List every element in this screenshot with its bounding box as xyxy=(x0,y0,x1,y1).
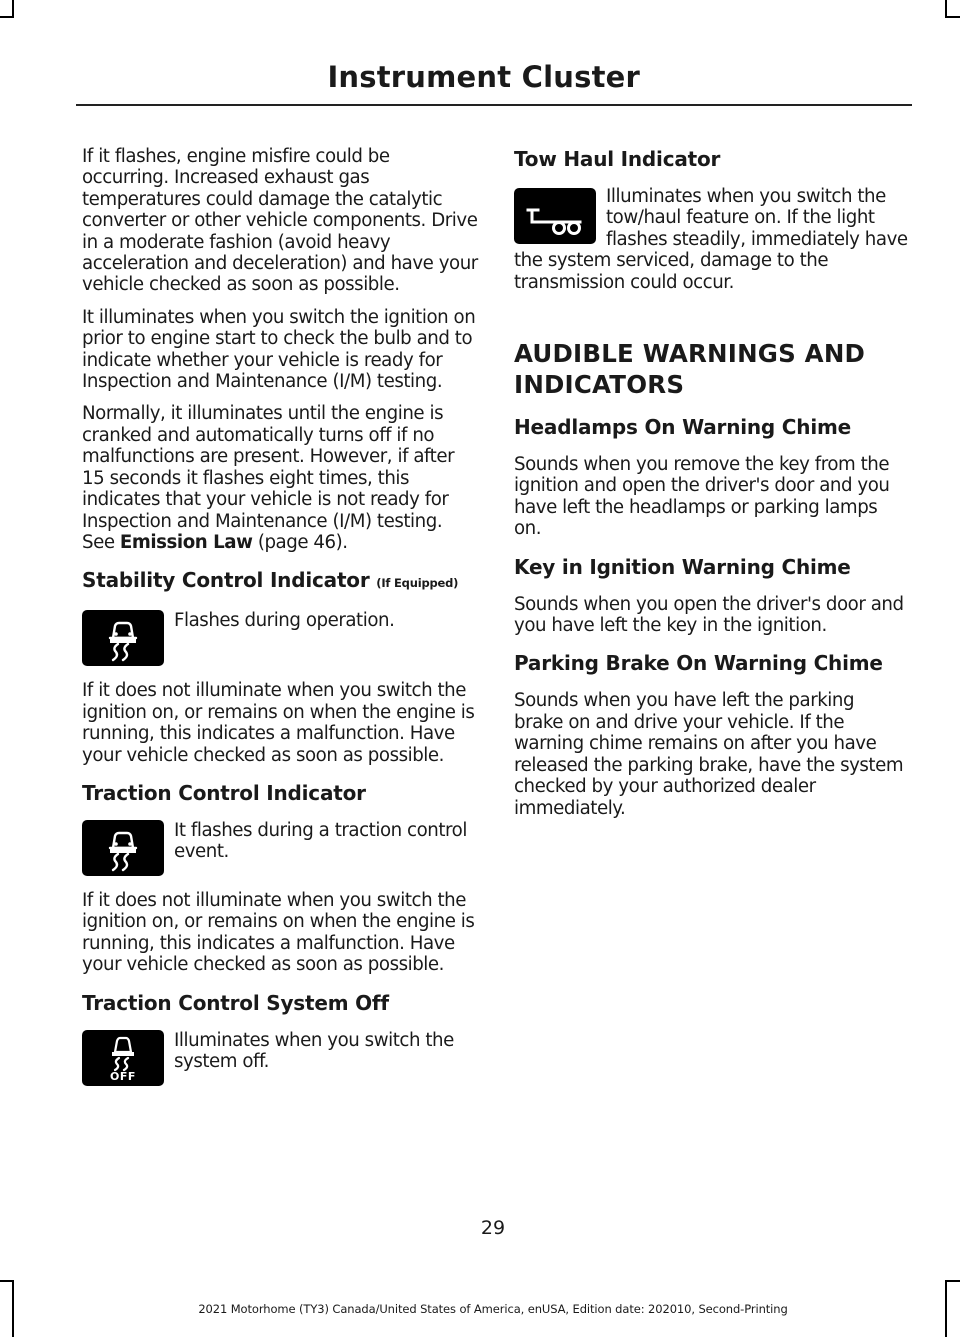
emission-law-page: (page 46). xyxy=(257,531,348,553)
crop-mark xyxy=(945,16,960,18)
skidding-car-off-icon xyxy=(82,1030,164,1086)
key-heading: Key in Ignition Warning Chime xyxy=(514,554,851,579)
tow-haul-body: Illuminates when you switch the tow/haul feature on. If the light flashes steadily, immediately have the system serviced, damage to the transmission could occur. xyxy=(514,186,908,293)
stability-icon-text: Flashes during operation. xyxy=(174,610,395,632)
left-column xyxy=(82,146,478,1100)
tow-haul-icon xyxy=(514,188,596,244)
off-label: OFF xyxy=(110,1069,136,1083)
header-divider xyxy=(76,104,912,106)
traction-off-icon-row xyxy=(82,1030,478,1086)
headlamps-heading: Headlamps On Warning Chime xyxy=(514,415,851,440)
stability-heading xyxy=(82,567,478,596)
page-number: 29 xyxy=(480,1217,506,1239)
parking-brake-heading: Parking Brake On Warning Chime xyxy=(514,651,883,676)
im-testing-paragraph xyxy=(82,403,478,553)
right-column xyxy=(514,146,908,830)
headlamps-body: Sounds when you remove the key from the ignition and open the driver's door and you have left the headlamps or parking lamps on. xyxy=(514,454,890,540)
misfire-paragraph: If it flashes, engine misfire could be occurring. Increased exhaust gas temperatures could damage the catalytic converter or other vehicle components. Drive in a moderate fashion (avoid heavy acceleration and deceleration) and have your vehicle checked as soon as possible. xyxy=(82,146,478,296)
im-testing-text: Normally, it illuminates until the engine is cranked and automatically turns off if no malfunctions are present. However, if after 15 seconds it flashes eight times, this indicates that your vehicle is not ready for Inspection and Maintenance (I/M) testing. See xyxy=(82,403,455,553)
crop-mark xyxy=(945,1280,960,1282)
traction-body: If it does not illuminate when you switch the ignition on, or remains on when the engine is running, this indicates a malfunction. Have your vehicle checked as soon as possible. xyxy=(82,889,475,976)
traction-off-heading: Traction Control System Off xyxy=(82,990,389,1015)
key-body: Sounds when you open the driver's door and you have left the key in the ignition. xyxy=(514,593,904,637)
stability-heading-text: Stability Control Indicator xyxy=(82,568,370,593)
crop-mark xyxy=(0,16,14,18)
section-heading: AUDIBLE WARNINGS AND INDICATORS xyxy=(514,339,866,400)
page-title: Instrument Cluster xyxy=(327,60,640,94)
traction-icon-text: It flashes during a traction control event. xyxy=(174,819,467,863)
skidding-car-icon xyxy=(82,820,164,876)
stability-icon-row xyxy=(82,610,478,666)
tow-haul-block xyxy=(514,186,908,304)
parking-brake-body: Sounds when you have left the parking brake on and drive your vehicle. If the warning chime remains on after you have released the parking brake, have the system checked by your authorized dealer immediately. xyxy=(514,690,904,819)
stability-qualifier: (If Equipped) xyxy=(376,576,459,591)
emission-law-link[interactable]: Emission Law xyxy=(119,531,253,553)
stability-body: If it does not illuminate when you switch the ignition on, or remains on when the engine is running, this indicates a malfunction. Have your vehicle checked as soon as possible. xyxy=(82,680,475,766)
crop-mark xyxy=(0,1280,14,1282)
footer-text: 2021 Motorhome (TY3) Canada/United States of America, enUSA, Edition date: 202010, Second-Printing xyxy=(198,1302,788,1316)
traction-off-icon-text: Illuminates when you switch the system off. xyxy=(174,1029,454,1072)
bulb-check-paragraph: It illuminates when you switch the ignition on prior to engine start to check the bulb and to indicate whether your vehicle is ready for Inspection and Maintenance (I/M) testing. xyxy=(82,306,476,393)
traction-heading: Traction Control Indicator xyxy=(82,780,366,805)
traction-icon-row xyxy=(82,820,478,876)
skidding-car-icon xyxy=(82,610,164,666)
tow-haul-heading: Tow Haul Indicator xyxy=(514,147,721,171)
